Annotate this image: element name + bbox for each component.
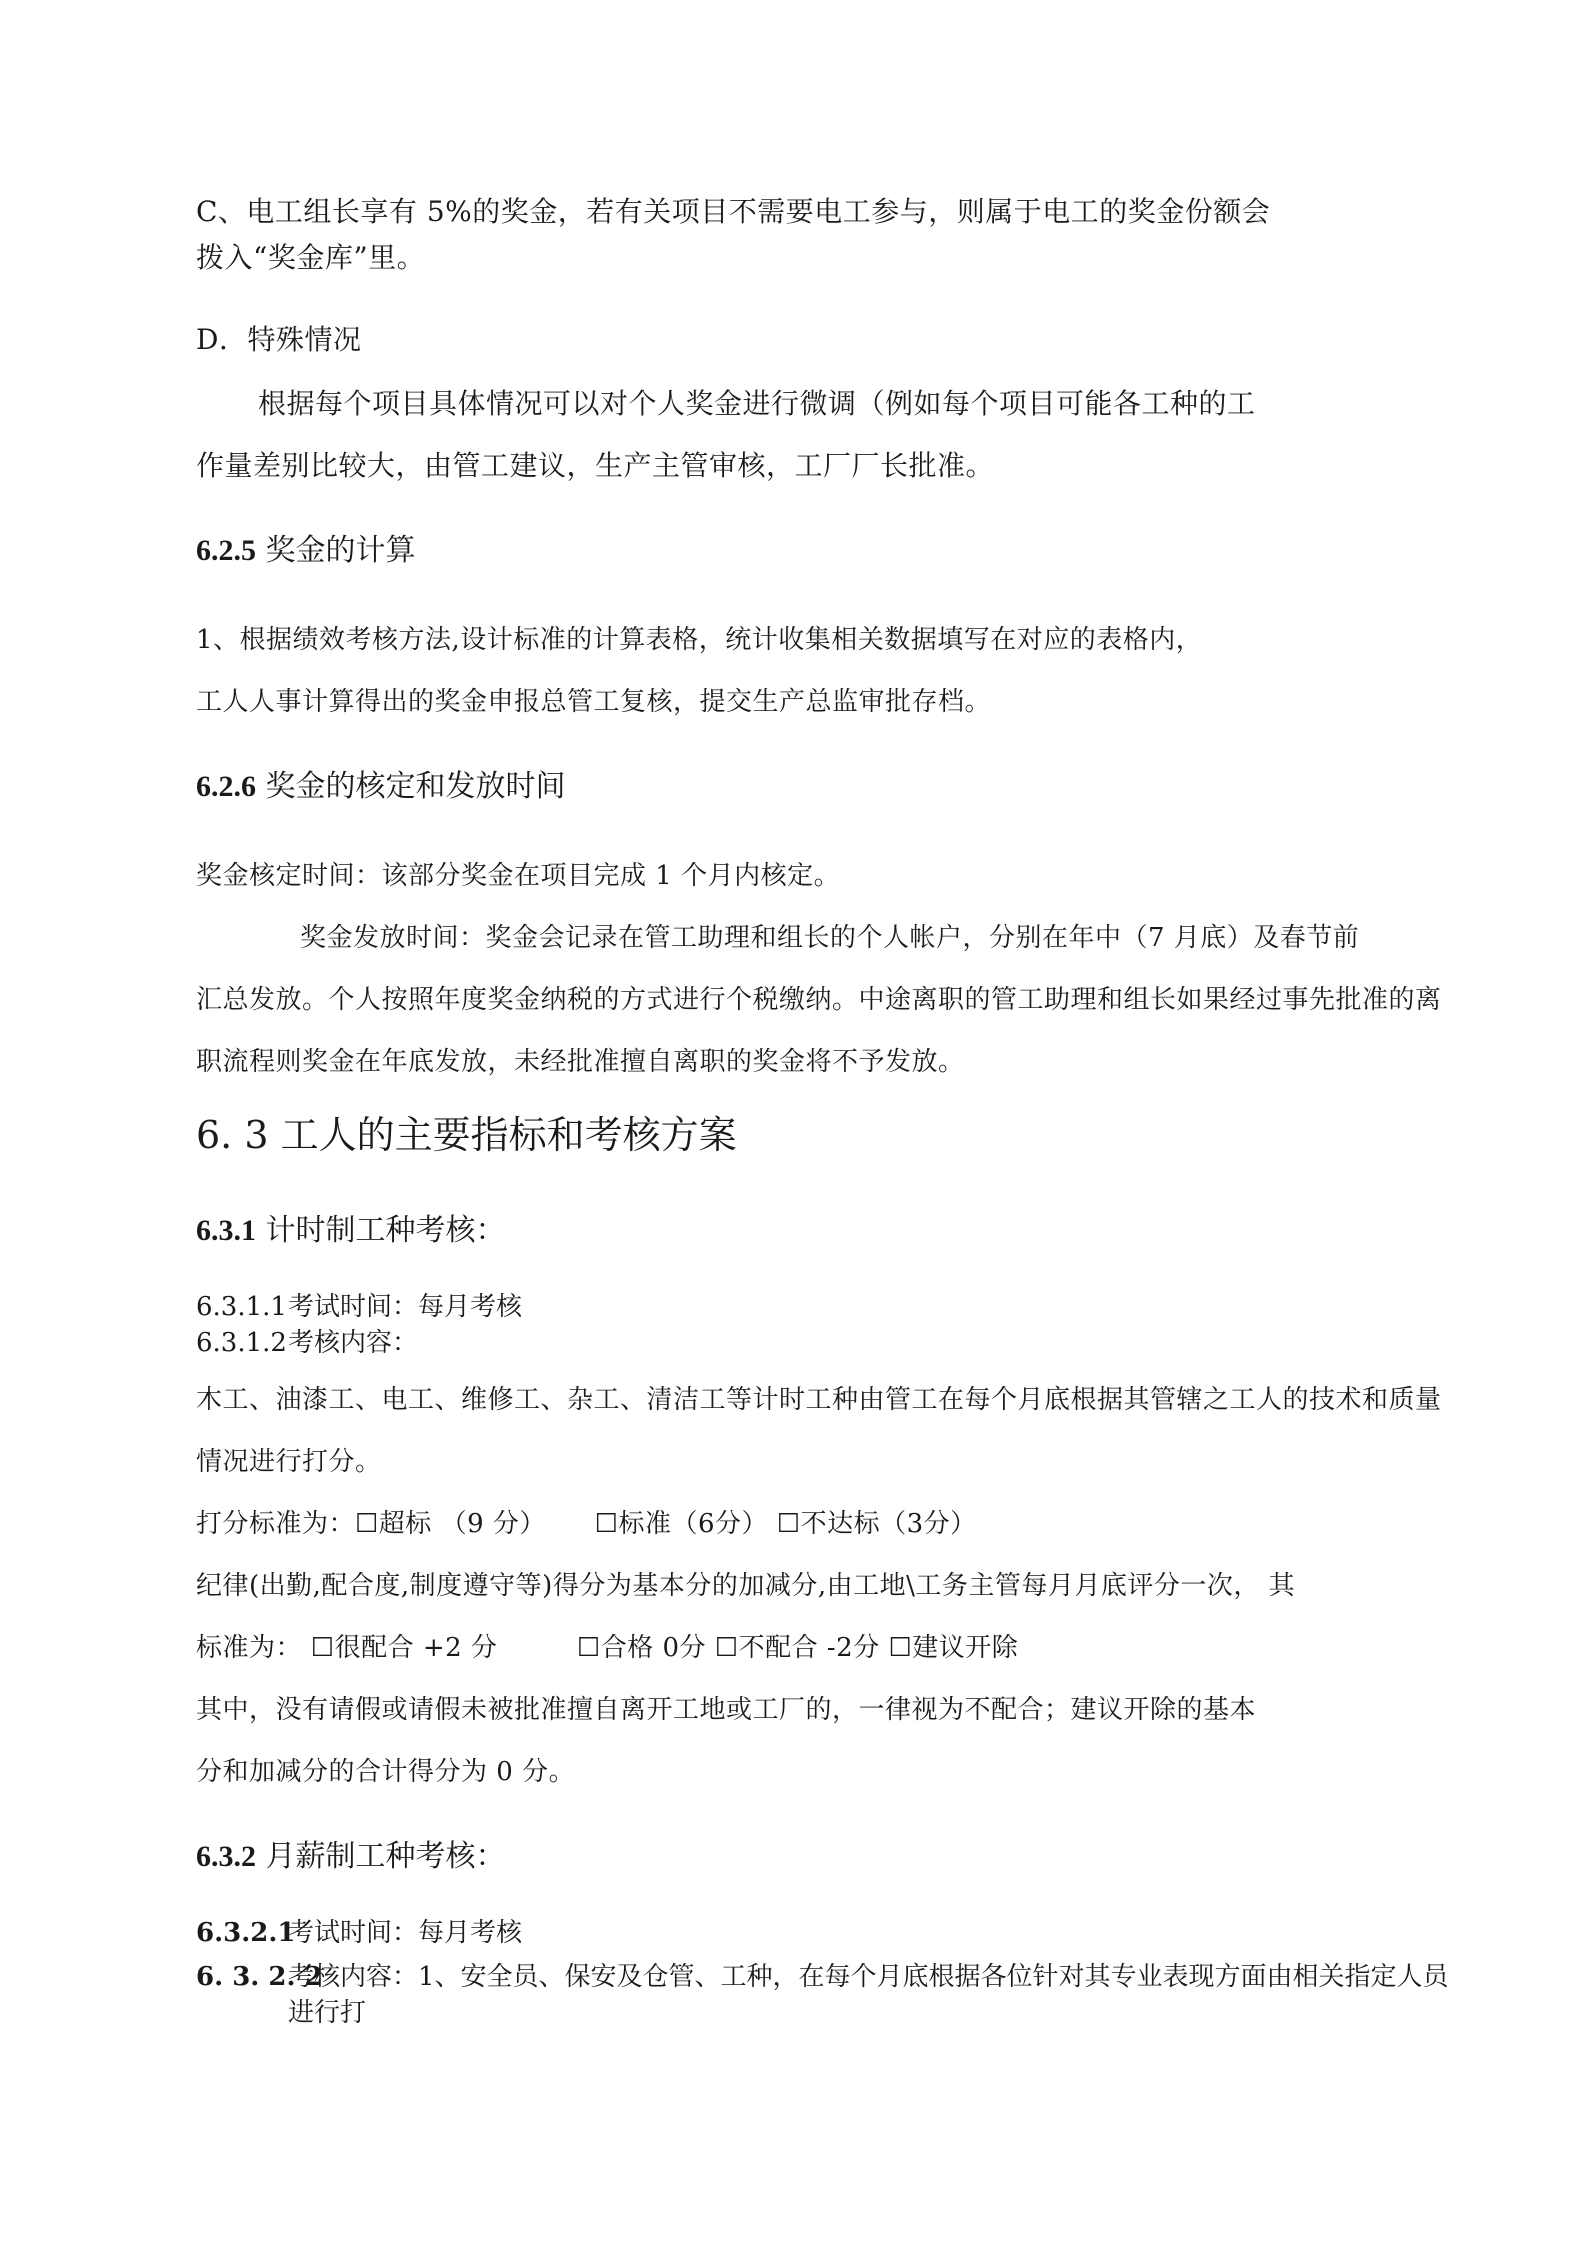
heading-number: 6.3.2 [196,1840,256,1873]
p-6-3-1-line-2: 情况进行打分。 [196,1447,382,1477]
p-6-2-6-line-4: 职流程则奖金在年底发放，未经批准擅自离职的奖金将不予发放。 [196,1047,965,1077]
sub-6-3-2-2 [196,1960,1449,1994]
p-6-2-6-line-2: 奖金发放时间：奖金会记录在管工助理和组长的个人帐户，分别在年中（7 月底）及春节前 [300,923,1360,953]
heading-title: 计时制工种考核： [265,1213,506,1248]
section-d-line-2: 作量差别比较大，由管工建议，生产主管审核，工厂厂长批准。 [196,449,995,482]
heading-title: 月薪制工种考核： [265,1839,506,1874]
sub-6-3-1-1 [196,1290,523,1324]
heading-6-2-5 [196,532,416,570]
scoring-standard-line: 打分标准为：☐超标 （9 分） ☐标准（6分） ☐不达标（3分） [196,1509,977,1539]
heading-number: 6.2.6 [196,770,256,803]
sub-number: 6.3.1.1 [196,1292,287,1322]
heading-number: 6.2.5 [196,534,256,567]
sub-6-3-2-2-continuation: 进行打 [288,1998,367,2028]
heading-6-3-1 [196,1212,506,1250]
p-6-2-6-line-1: 奖金核定时间：该部分奖金在项目完成 1 个月内核定。 [196,861,841,891]
heading-6-2-6 [196,768,566,806]
discipline-standard-line: 标准为： ☐很配合 +2 分 ☐合格 0分 ☐不配合 -2分 ☐建议开除 [196,1633,1019,1663]
sub-6-3-1-2 [196,1326,419,1360]
sub-6-3-2-1 [196,1916,523,1950]
p-6-3-1-line-6: 其中，没有请假或请假未被批准擅自离开工地或工厂的，一律视为不配合；建议开除的基本 [196,1695,1257,1725]
sub-text: 考核内容：1、安全员、保安及仓管、工种，在每个月底根据各位针对其专业表现方面由相关指定人员 [288,1962,1449,1992]
sub-number: 6. 3. 2. 2 [196,1962,323,1992]
sub-text: 考试时间：每月考核 [288,1918,523,1948]
section-c-line-2: 拨入“奖金库”里。 [196,241,426,274]
sub-number: 6.3.1.2 [196,1328,287,1358]
heading-title: 奖金的计算 [265,533,416,568]
p-6-3-1-line-1: 木工、油漆工、电工、维修工、杂工、清洁工等计时工种由管工在每个月底根据其管辖之工人的技术和质量 [196,1385,1442,1415]
heading-6-3: 6. 3 工人的主要指标和考核方案 [196,1113,737,1157]
p-6-3-1-line-7: 分和加减分的合计得分为 0 分。 [196,1757,576,1787]
sub-text: 考核内容： [288,1328,419,1358]
p-6-2-5-line-2: 工人人事计算得出的奖金申报总管工复核，提交生产总监审批存档。 [196,687,992,717]
section-d-title: D．特殊情况 [196,323,362,356]
heading-6-3-2 [196,1838,506,1876]
p-6-3-1-line-4: 纪律(出勤,配合度,制度遵守等)得分为基本分的加减分,由工地\工务主管每月月底评分一次， 其 [196,1571,1296,1601]
heading-title: 奖金的核定和发放时间 [265,769,566,804]
sub-number: 6.3.2.1 [196,1918,296,1948]
section-c-line-1: C、电工组长享有 5%的奖金，若有关项目不需要电工参与，则属于电工的奖金份额会 [196,195,1271,228]
sub-text: 考试时间：每月考核 [288,1292,523,1322]
section-d-line-1: 根据每个项目具体情况可以对个人奖金进行微调（例如每个项目可能各工种的工 [258,387,1256,420]
heading-number: 6.3.1 [196,1214,256,1247]
p-6-2-5-line-1: 1、根据绩效考核方法,设计标准的计算表格，统计收集相关数据填写在对应的表格内， [196,625,1203,655]
p-6-2-6-line-3: 汇总发放。个人按照年度奖金纳税的方式进行个税缴纳。中途离职的管工助理和组长如果经过事先批准的离 [196,985,1442,1015]
